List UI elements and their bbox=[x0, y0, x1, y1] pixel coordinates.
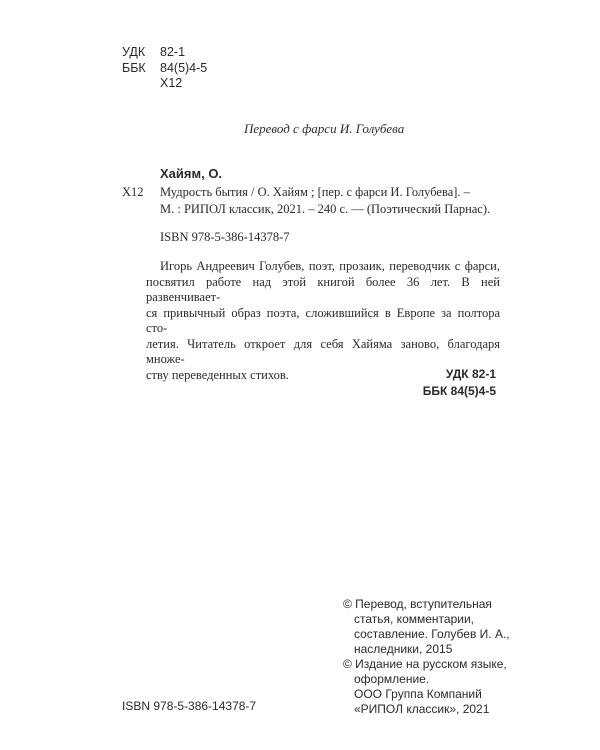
copyright-block bbox=[343, 597, 510, 717]
annotation-line: летия. Читатель откроет для себя Хайяма заново, благодаря множе- bbox=[146, 336, 500, 366]
catalog-author: Хайям, О. bbox=[160, 166, 223, 181]
footer-isbn: ISBN 978-5-386-14378-7 bbox=[122, 699, 257, 713]
copyright-line: наследники, 2015 bbox=[354, 642, 453, 656]
bbk-code-row bbox=[122, 61, 207, 77]
udk-code-row bbox=[122, 45, 207, 61]
bottom-codes bbox=[423, 367, 496, 399]
copyright-line: © Издание на русском языке, bbox=[343, 657, 507, 671]
catalog-title-line: Мудрость бытия / О. Хайям ; [пер. с фарси И. Голубева]. – bbox=[160, 185, 470, 199]
annotation bbox=[146, 259, 500, 383]
copyright-line: составление. Голубев И. А., bbox=[354, 627, 510, 641]
udk-value: 82-1 bbox=[160, 45, 186, 59]
annotation-line: ся привычный образ поэта, сложившийся в Европе за полтора сто- bbox=[146, 305, 500, 335]
copyright-line: ООО Группа Компаний bbox=[354, 687, 482, 701]
bottom-udk: УДК 82-1 bbox=[445, 367, 496, 381]
copyright-line: © Перевод, вступительная bbox=[343, 597, 492, 611]
catalog-isbn: ISBN 978-5-386-14378-7 bbox=[160, 230, 290, 244]
catalog-author-sign: Х12 bbox=[122, 185, 144, 199]
bottom-bbk: ББК 84(5)4-5 bbox=[422, 384, 496, 398]
classification-codes bbox=[122, 45, 207, 92]
udk-label: УДК bbox=[122, 45, 146, 59]
copyright-line: «РИПОЛ классик», 2021 bbox=[354, 702, 490, 716]
bbk-value: 84(5)4-5 bbox=[160, 60, 208, 75]
copyright-line: оформление. bbox=[354, 672, 430, 686]
translation-note: Перевод с фарси И. Голубева bbox=[244, 121, 405, 136]
annotation-line: ству переведенных стихов. bbox=[146, 367, 289, 382]
catalog-publisher-line: М. : РИПОЛ классик, 2021. – 240 с. — (Поэтический Парнас). bbox=[160, 202, 491, 216]
annotation-line: посвятил работе над этой книгой более 36 лет. В ней развенчивает- bbox=[146, 274, 500, 304]
author-sign-row bbox=[122, 76, 207, 92]
author-sign-top: Х12 bbox=[160, 76, 183, 90]
copyright-line: статья, комментарии, bbox=[354, 612, 474, 626]
annotation-line: Игорь Андреевич Голубев, поэт, прозаик, переводчик с фарси, bbox=[160, 259, 500, 273]
bbk-label: ББК bbox=[122, 60, 146, 75]
